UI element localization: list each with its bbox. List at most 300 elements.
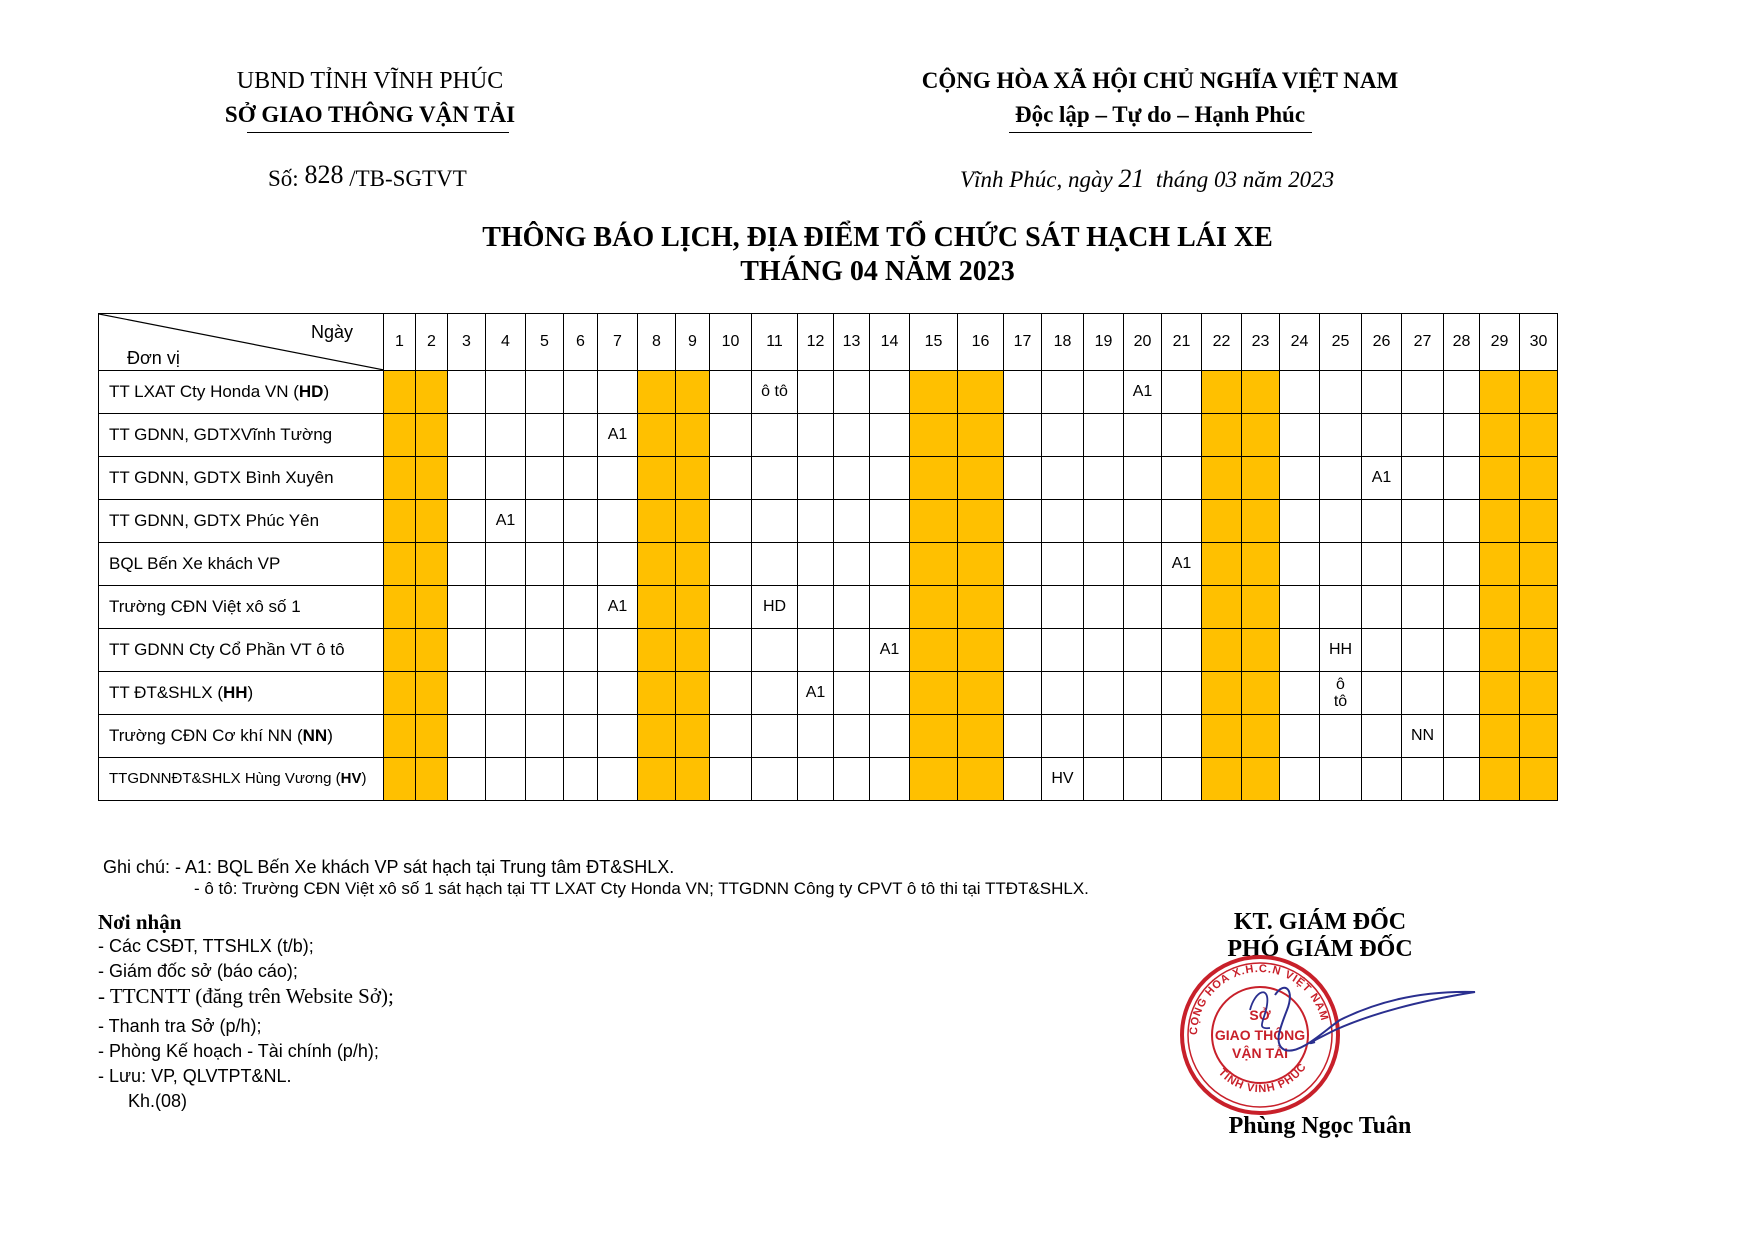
- schedule-cell: [798, 371, 834, 414]
- day-header: 21: [1162, 314, 1202, 371]
- doc-date-prefix: Vĩnh Phúc, ngày: [960, 167, 1119, 192]
- schedule-cell: [1320, 457, 1362, 500]
- day-header: 17: [1004, 314, 1042, 371]
- schedule-cell: [384, 672, 416, 715]
- schedule-cell: [752, 758, 798, 801]
- schedule-cell: [1280, 414, 1320, 457]
- schedule-cell: [486, 715, 526, 758]
- stamp-inner-line1: SỞ: [1249, 1007, 1271, 1023]
- schedule-cell: [526, 414, 564, 457]
- schedule-cell: [1402, 672, 1444, 715]
- unit-name: TT GDNN, GDTXVĩnh Tường: [109, 425, 333, 444]
- schedule-cell: [1402, 371, 1444, 414]
- schedule-cell: [1402, 543, 1444, 586]
- schedule-cell: [638, 457, 676, 500]
- schedule-cell: [416, 586, 448, 629]
- unit-name: TT GDNN Cty Cổ Phần VT ô tô: [109, 640, 345, 659]
- schedule-cell: [564, 414, 598, 457]
- schedule-cell: [1042, 629, 1084, 672]
- recipient-item: - Phòng Kế hoạch - Tài chính (p/h);: [98, 1041, 379, 1061]
- day-header: 2: [416, 314, 448, 371]
- schedule-cell: [1124, 672, 1162, 715]
- schedule-cell: [910, 629, 958, 672]
- unit-name: TT ĐT&SHLX (: [109, 683, 223, 702]
- department-name: SỞ GIAO THÔNG VẬN TẢI: [224, 102, 516, 127]
- table-row: [99, 586, 1558, 629]
- schedule-cell: [638, 371, 676, 414]
- unit-code: NN: [302, 726, 328, 745]
- unit-name-cell: [99, 672, 384, 715]
- schedule-cell: [752, 500, 798, 543]
- schedule-cell: [1242, 414, 1280, 457]
- schedule-cell: [486, 457, 526, 500]
- schedule-cell: [710, 758, 752, 801]
- schedule-cell: [638, 500, 676, 543]
- corner-day-label: Ngày: [310, 322, 353, 342]
- schedule-cell: [1362, 371, 1402, 414]
- table-header-row: [99, 314, 1558, 371]
- schedule-cell: [598, 758, 638, 801]
- schedule-cell: [384, 371, 416, 414]
- schedule-cell: [1004, 586, 1042, 629]
- schedule-cell: [910, 414, 958, 457]
- schedule-cell: [638, 586, 676, 629]
- table-row: [99, 500, 1558, 543]
- schedule-cell: [1124, 758, 1162, 801]
- schedule-cell: [1242, 586, 1280, 629]
- day-header: 23: [1242, 314, 1280, 371]
- schedule-cell: [798, 414, 834, 457]
- schedule-cell: [1124, 457, 1162, 500]
- schedule-cell: [1520, 629, 1558, 672]
- table-row: [99, 758, 1558, 801]
- schedule-cell: [752, 543, 798, 586]
- day-header: 1: [384, 314, 416, 371]
- schedule-cell: [1480, 414, 1520, 457]
- schedule-cell: [834, 672, 870, 715]
- schedule-cell: [1480, 457, 1520, 500]
- schedule-cell: [910, 500, 958, 543]
- schedule-cell: [526, 500, 564, 543]
- schedule-cell: [710, 586, 752, 629]
- schedule-cell: [598, 586, 638, 629]
- schedule-cell: [416, 457, 448, 500]
- schedule-cell: [1162, 715, 1202, 758]
- schedule-cell: [870, 371, 910, 414]
- schedule-cell: [598, 457, 638, 500]
- schedule-cell: [1202, 543, 1242, 586]
- day-header: 10: [710, 314, 752, 371]
- schedule-cell: [1444, 672, 1480, 715]
- exam-code: HV: [1051, 770, 1074, 787]
- schedule-cell: [676, 672, 710, 715]
- schedule-cell: [1444, 715, 1480, 758]
- schedule-cell: [798, 586, 834, 629]
- unit-name-cell: [99, 414, 384, 457]
- schedule-cell: [564, 371, 598, 414]
- schedule-cell: [1042, 672, 1084, 715]
- recipient-item: - Lưu: VP, QLVTPT&NL.: [98, 1066, 292, 1086]
- schedule-cell: [1320, 758, 1362, 801]
- schedule-cell: [1362, 758, 1402, 801]
- unit-name-end: ): [323, 382, 330, 401]
- motto-underline: [1009, 132, 1312, 133]
- schedule-cell: [676, 758, 710, 801]
- schedule-cell: [1402, 715, 1444, 758]
- schedule-cell: [598, 715, 638, 758]
- schedule-cell: [870, 457, 910, 500]
- schedule-cell: [1124, 629, 1162, 672]
- schedule-cell: [448, 672, 486, 715]
- schedule-cell: [448, 371, 486, 414]
- corner-unit-label: Đơn vị: [127, 348, 180, 368]
- schedule-cell: [1004, 500, 1042, 543]
- schedule-cell: [564, 500, 598, 543]
- schedule-cell: [870, 758, 910, 801]
- table-row: [99, 543, 1558, 586]
- exam-code: A1: [805, 684, 826, 701]
- schedule-cell: [1280, 371, 1320, 414]
- schedule-cell: [1042, 457, 1084, 500]
- exam-code: HD: [762, 598, 787, 615]
- schedule-cell: [598, 543, 638, 586]
- schedule-cell: [1480, 371, 1520, 414]
- schedule-cell: [1162, 543, 1202, 586]
- schedule-cell: [1480, 586, 1520, 629]
- schedule-cell: [1042, 586, 1084, 629]
- schedule-cell: [676, 586, 710, 629]
- table-row: [99, 457, 1558, 500]
- day-header: 7: [598, 314, 638, 371]
- unit-code: HD: [298, 382, 324, 401]
- schedule-cell: [1280, 715, 1320, 758]
- day-header: 4: [486, 314, 526, 371]
- unit-name: Trường CĐN Cơ khí NN (: [109, 726, 303, 745]
- schedule-cell: [598, 672, 638, 715]
- schedule-cell: [1042, 371, 1084, 414]
- unit-name-cell: [99, 543, 384, 586]
- unit-name-end: ): [327, 726, 333, 745]
- recipient-item: - Giám đốc sở (báo cáo);: [98, 961, 298, 981]
- schedule-cell: [526, 371, 564, 414]
- schedule-cell: [958, 629, 1004, 672]
- schedule-cell: [834, 500, 870, 543]
- schedule-cell: [676, 371, 710, 414]
- schedule-cell: [870, 586, 910, 629]
- schedule-cell: [384, 543, 416, 586]
- unit-name: TT GDNN, GDTX Bình Xuyên: [109, 468, 334, 487]
- schedule-cell: [1320, 629, 1362, 672]
- schedule-cell: [710, 629, 752, 672]
- schedule-cell: [1362, 586, 1402, 629]
- stamp-inner-line3: VẬN TẢI: [1232, 1045, 1288, 1061]
- day-header: 8: [638, 314, 676, 371]
- schedule-cell: [1320, 414, 1362, 457]
- schedule-cell: [1402, 414, 1444, 457]
- unit-name-end: ): [361, 770, 367, 787]
- schedule-cell: [1362, 457, 1402, 500]
- schedule-cell: [1520, 586, 1558, 629]
- schedule-cell: [958, 457, 1004, 500]
- day-header: 28: [1444, 314, 1480, 371]
- exam-code: A1: [1171, 555, 1192, 572]
- day-header: 13: [834, 314, 870, 371]
- stamp-outer-text: CỘNG HÒA X.H.C.N VIỆT NAM: [1187, 962, 1331, 1036]
- schedule-cell: [1124, 371, 1162, 414]
- day-header: 14: [870, 314, 910, 371]
- day-header: 22: [1202, 314, 1242, 371]
- schedule-cell: [1242, 758, 1280, 801]
- schedule-cell: [1520, 672, 1558, 715]
- schedule-cell: [676, 457, 710, 500]
- schedule-cell: [1004, 672, 1042, 715]
- national-title: CỘNG HÒA XÃ HỘI CHỦ NGHĨA VIỆT NAM: [921, 68, 1399, 93]
- stamp-bottom-text: TỈNH VĨNH PHÚC: [1215, 1060, 1310, 1096]
- schedule-cell: [448, 715, 486, 758]
- table-row: [99, 715, 1558, 758]
- schedule-cell: [1202, 758, 1242, 801]
- schedule-cell: [384, 758, 416, 801]
- schedule-cell: [384, 715, 416, 758]
- schedule-cell: [1402, 500, 1444, 543]
- signer-title: KT. GIÁM ĐỐC: [1233, 909, 1407, 935]
- schedule-cell: [910, 543, 958, 586]
- table-row: [99, 629, 1558, 672]
- schedule-cell: [1124, 543, 1162, 586]
- schedule-cell: [1042, 414, 1084, 457]
- day-header: 12: [798, 314, 834, 371]
- schedule-cell: [384, 629, 416, 672]
- schedule-cell: [1202, 629, 1242, 672]
- schedule-cell: [1362, 500, 1402, 543]
- doc-number-suffix: /TB-SGTVT: [343, 166, 467, 191]
- exam-code: A1: [879, 641, 900, 658]
- unit-name: Trường CĐN Việt xô số 1: [109, 597, 301, 616]
- schedule-cell: [1402, 457, 1444, 500]
- schedule-cell: [1004, 543, 1042, 586]
- doc-date-suffix: tháng 03 năm 2023: [1144, 167, 1335, 192]
- schedule-cell: [1280, 672, 1320, 715]
- schedule-cell: [526, 586, 564, 629]
- day-header: 29: [1480, 314, 1520, 371]
- recipients-title: Nơi nhận: [98, 910, 182, 934]
- schedule-cell: [710, 715, 752, 758]
- official-stamp: [1175, 950, 1485, 1120]
- schedule-cell: [486, 758, 526, 801]
- schedule-cell: [958, 586, 1004, 629]
- schedule-cell: [1004, 457, 1042, 500]
- schedule-cell: [448, 543, 486, 586]
- recipient-item: - Thanh tra Sở (p/h);: [98, 1016, 262, 1036]
- schedule-cell: [1202, 500, 1242, 543]
- schedule-cell: [910, 586, 958, 629]
- schedule-cell: [416, 414, 448, 457]
- schedule-cell: [834, 457, 870, 500]
- day-header: 16: [958, 314, 1004, 371]
- day-header: 3: [448, 314, 486, 371]
- schedule-cell: [448, 500, 486, 543]
- schedule-cell: [1084, 758, 1124, 801]
- schedule-cell: [416, 758, 448, 801]
- schedule-cell: [834, 371, 870, 414]
- schedule-cell: [1280, 457, 1320, 500]
- schedule-cell: [1362, 414, 1402, 457]
- schedule-cell: [1242, 672, 1280, 715]
- schedule-cell: [598, 629, 638, 672]
- signer-position: PHÓ GIÁM ĐỐC: [1227, 936, 1413, 962]
- schedule-cell: [1084, 543, 1124, 586]
- unit-name-cell: [99, 457, 384, 500]
- schedule-cell: [834, 715, 870, 758]
- schedule-cell: [486, 414, 526, 457]
- schedule-cell: [676, 715, 710, 758]
- unit-name-cell: [99, 500, 384, 543]
- schedule-cell: [448, 758, 486, 801]
- day-header: 26: [1362, 314, 1402, 371]
- day-header: 6: [564, 314, 598, 371]
- schedule-cell: [1320, 715, 1362, 758]
- schedule-cell: [910, 758, 958, 801]
- schedule-cell: [416, 672, 448, 715]
- schedule-cell: [638, 414, 676, 457]
- schedule-cell: [1480, 629, 1520, 672]
- schedule-cell: [1202, 371, 1242, 414]
- schedule-cell: [1124, 715, 1162, 758]
- schedule-cell: [752, 586, 798, 629]
- document-subtitle: THÁNG 04 NĂM 2023: [740, 256, 1015, 287]
- schedule-cell: [1084, 457, 1124, 500]
- schedule-cell: [1280, 629, 1320, 672]
- schedule-cell: [416, 543, 448, 586]
- schedule-cell: [1402, 629, 1444, 672]
- agency-name: UBND TỈNH VĨNH PHÚC: [236, 68, 504, 94]
- schedule-cell: [1202, 715, 1242, 758]
- schedule-cell: [1004, 371, 1042, 414]
- day-header: 25: [1320, 314, 1362, 371]
- schedule-cell: [710, 543, 752, 586]
- schedule-cell: [676, 543, 710, 586]
- schedule-cell: [1084, 629, 1124, 672]
- schedule-cell: [1280, 543, 1320, 586]
- schedule-cell: [384, 414, 416, 457]
- schedule-cell: [910, 715, 958, 758]
- schedule-cell: [486, 543, 526, 586]
- stamp-inner-line2: GIAO THÔNG: [1214, 1027, 1306, 1043]
- schedule-cell: [1042, 543, 1084, 586]
- schedule-cell: [1042, 715, 1084, 758]
- schedule-cell: [486, 672, 526, 715]
- schedule-cell: [564, 672, 598, 715]
- schedule-cell: [526, 457, 564, 500]
- schedule-cell: [1202, 414, 1242, 457]
- unit-name-cell: [99, 715, 384, 758]
- schedule-cell: [1280, 586, 1320, 629]
- schedule-cell: [676, 500, 710, 543]
- schedule-cell: [598, 414, 638, 457]
- schedule-cell: [834, 629, 870, 672]
- schedule-cell: [958, 543, 1004, 586]
- schedule-cell: [526, 629, 564, 672]
- schedule-cell: [416, 500, 448, 543]
- schedule-cell: [486, 371, 526, 414]
- schedule-cell: [1362, 715, 1402, 758]
- unit-name: TT LXAT Cty Honda VN (: [109, 382, 299, 401]
- schedule-cell: [1520, 543, 1558, 586]
- schedule-cell: [1242, 543, 1280, 586]
- schedule-cell: [1520, 758, 1558, 801]
- document-date: [960, 164, 1334, 194]
- schedule-cell: [638, 672, 676, 715]
- schedule-cell: [752, 414, 798, 457]
- schedule-cell: [564, 543, 598, 586]
- unit-name: TTGDNNĐT&SHLX Hùng Vương (: [109, 770, 341, 787]
- schedule-cell: [1202, 457, 1242, 500]
- unit-name-cell: [99, 371, 384, 414]
- schedule-cell: [870, 715, 910, 758]
- recipient-item: - TTCNTT (đăng trên Website Sở);: [98, 984, 394, 1008]
- schedule-cell: [1444, 414, 1480, 457]
- exam-code: ô tô: [761, 383, 788, 400]
- schedule-cell: [1402, 758, 1444, 801]
- schedule-cell: [564, 758, 598, 801]
- schedule-cell: [638, 543, 676, 586]
- schedule-cell: [1162, 629, 1202, 672]
- exam-code: NN: [1410, 727, 1435, 744]
- unit-code: HV: [340, 770, 362, 787]
- schedule-cell: [752, 371, 798, 414]
- schedule-cell: [1480, 758, 1520, 801]
- doc-date-day: 21: [1118, 164, 1145, 193]
- schedule-cell: [416, 629, 448, 672]
- schedule-cell: [958, 371, 1004, 414]
- doc-number-prefix: Số:: [268, 166, 305, 191]
- day-header: 5: [526, 314, 564, 371]
- schedule-cell: [448, 586, 486, 629]
- exam-code: HH: [1328, 641, 1353, 658]
- schedule-cell: [384, 586, 416, 629]
- schedule-cell: [1242, 629, 1280, 672]
- schedule-cell: [798, 758, 834, 801]
- schedule-cell: [486, 500, 526, 543]
- schedule-cell: [798, 629, 834, 672]
- unit-name: TT GDNN, GDTX Phúc Yên: [109, 511, 320, 530]
- day-header: 30: [1520, 314, 1558, 371]
- department-underline: [247, 132, 509, 133]
- schedule-cell: [1362, 543, 1402, 586]
- schedule-cell: [526, 758, 564, 801]
- schedule-cell: [752, 715, 798, 758]
- schedule-cell: [870, 672, 910, 715]
- day-header: 27: [1402, 314, 1444, 371]
- day-header: 11: [752, 314, 798, 371]
- schedule-cell: [1320, 672, 1362, 715]
- schedule-cell: [1320, 371, 1362, 414]
- schedule-cell: [752, 457, 798, 500]
- schedule-cell: [1084, 672, 1124, 715]
- unit-name-cell: [99, 586, 384, 629]
- schedule-cell: [958, 414, 1004, 457]
- schedule-cell: [638, 629, 676, 672]
- recipient-item: Kh.(08): [128, 1091, 188, 1111]
- schedule-cell: [1162, 672, 1202, 715]
- unit-name-end: ): [247, 683, 254, 702]
- schedule-cell: [1084, 715, 1124, 758]
- schedule-cell: [870, 543, 910, 586]
- schedule-cell: [1242, 457, 1280, 500]
- schedule-cell: [448, 414, 486, 457]
- schedule-cell: [1042, 500, 1084, 543]
- schedule-cell: [834, 586, 870, 629]
